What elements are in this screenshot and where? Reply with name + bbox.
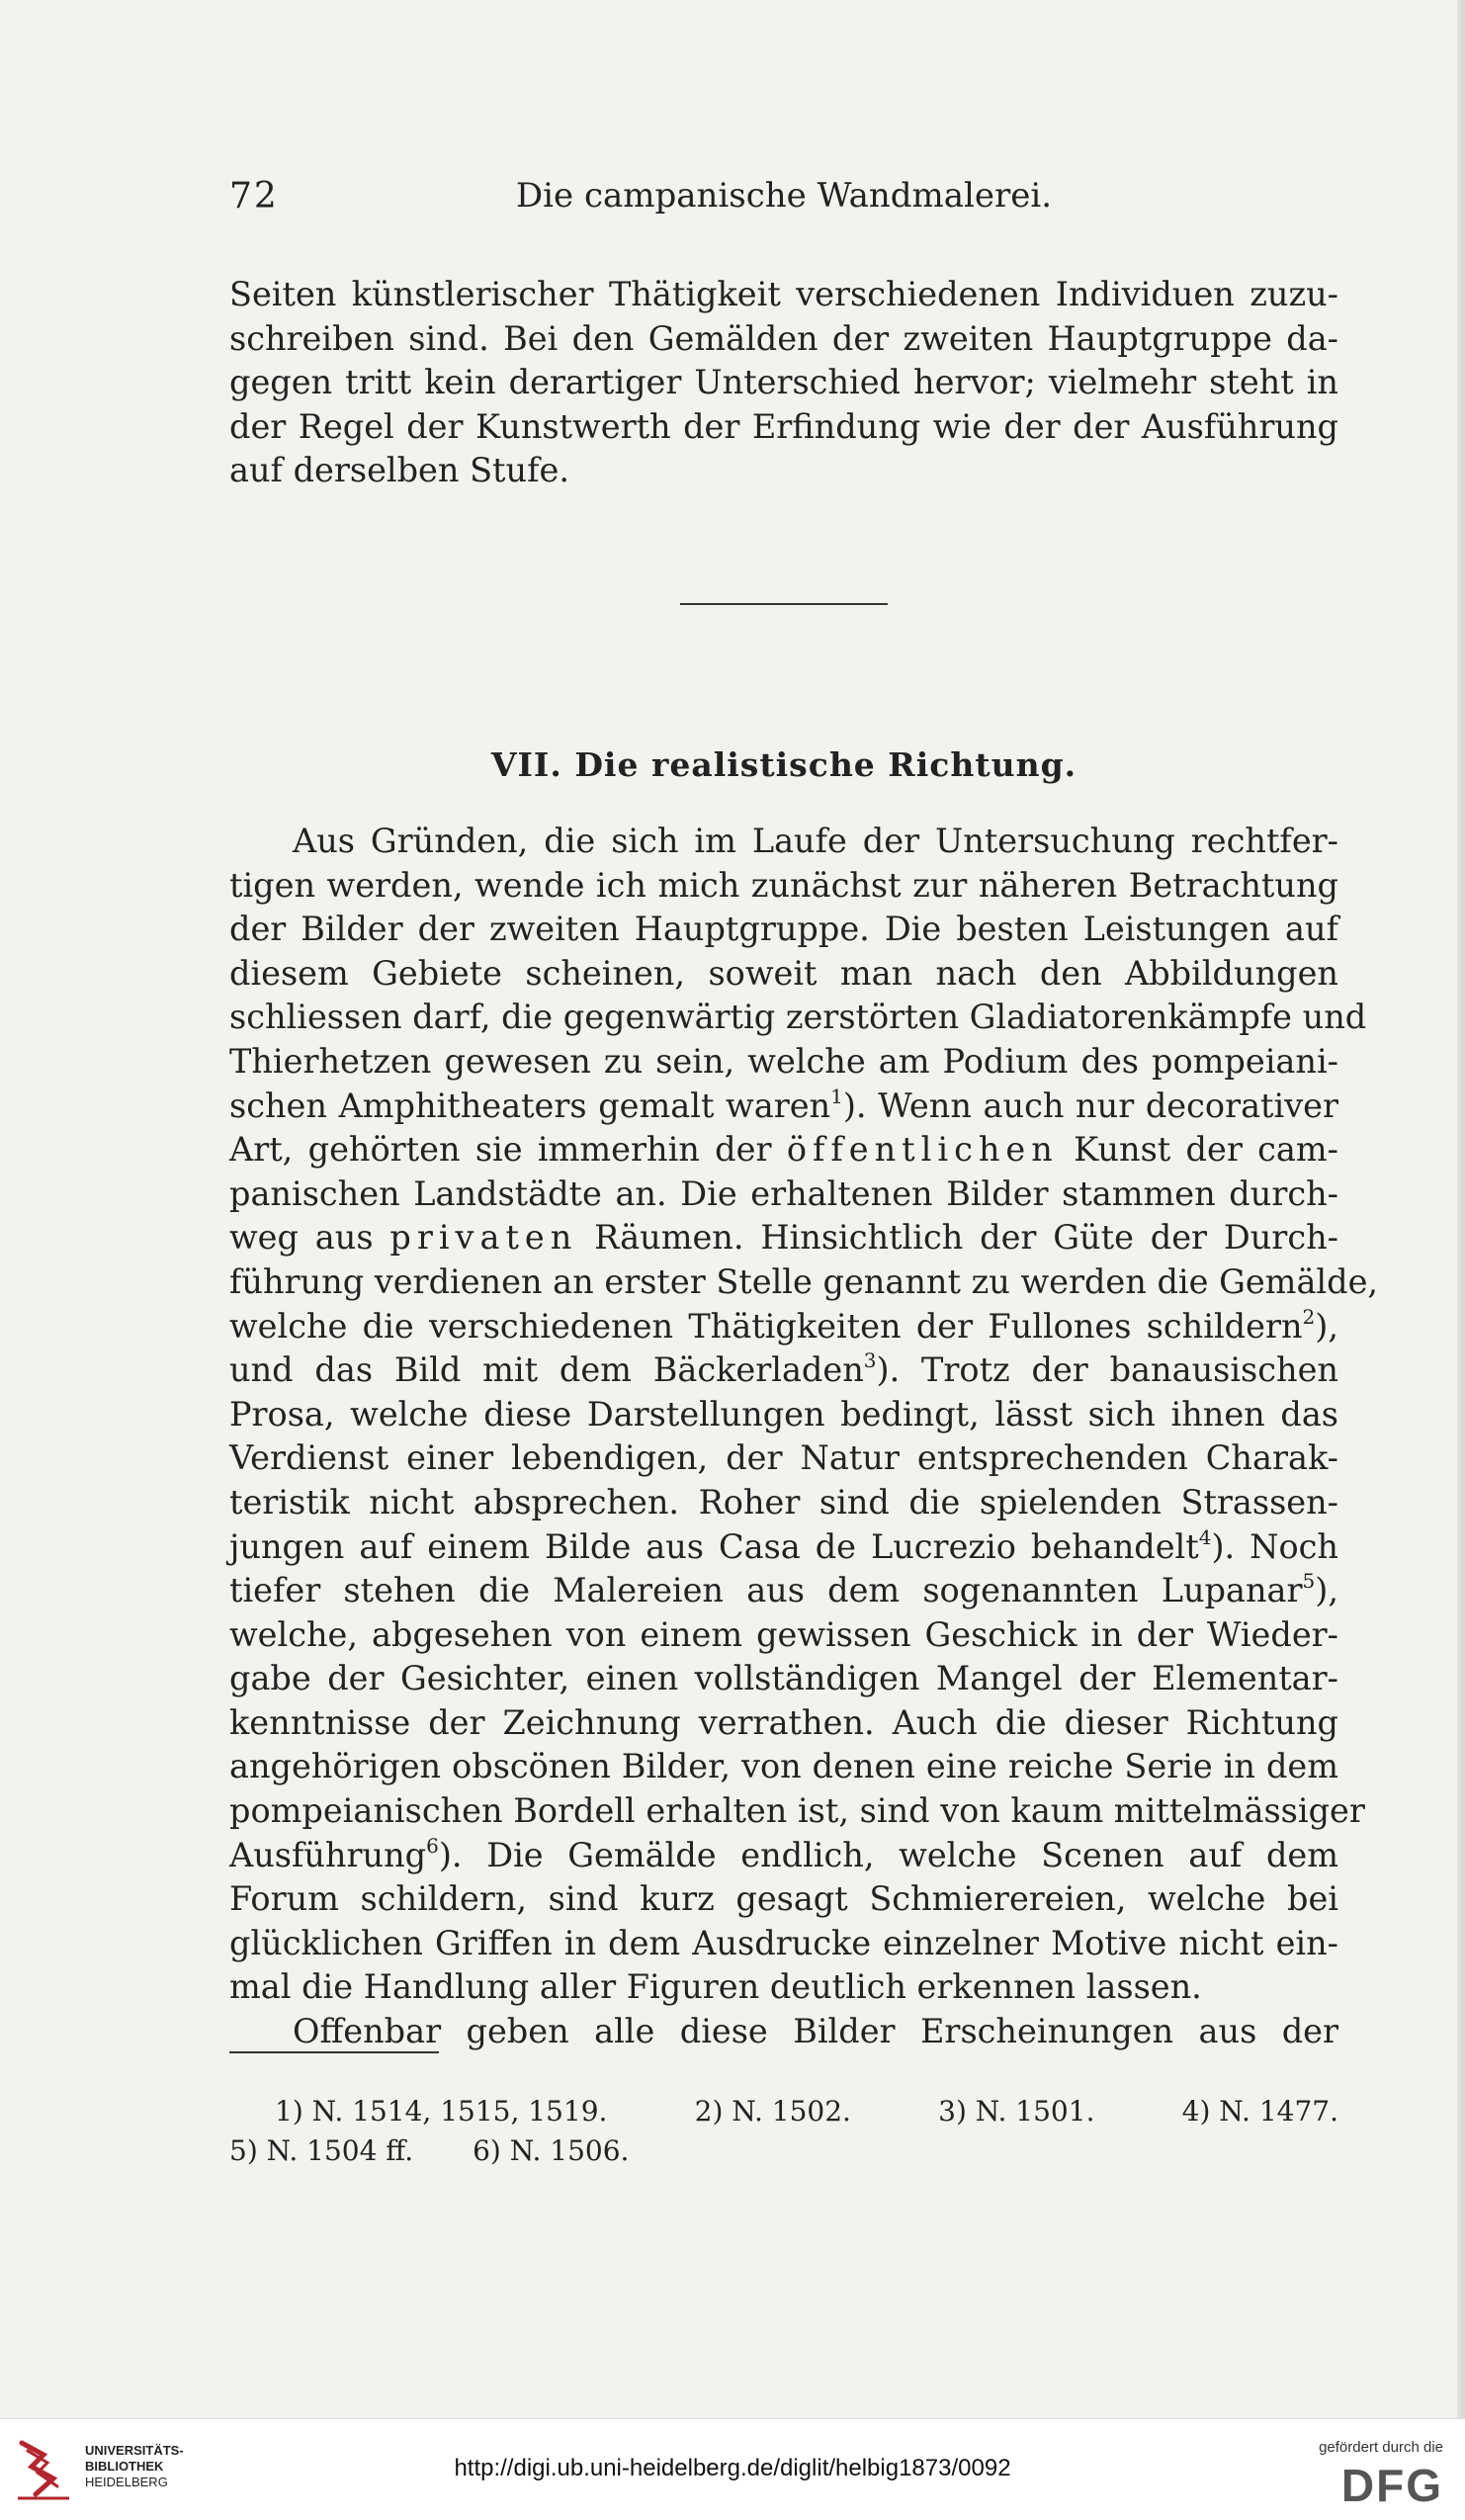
text-line: kenntnisse der Zeichnung verrathen. Auch die dieser Richtung [229, 1702, 1338, 1742]
text-span: weg aus [229, 1218, 374, 1258]
text-line [229, 1348, 1338, 1393]
text-line: Prosa, welche diese Darstellungen bedingt, lässt sich ihnen das [229, 1394, 1338, 1434]
text-span: jungen auf einem Bilde aus Casa de Lucrezio behandelt [229, 1526, 1199, 1566]
text-line: Aus Gründen, die sich im Laufe der Untersuchung rechtfer- [293, 822, 1338, 860]
paragraph-continuation [229, 273, 1338, 493]
text-span: schen Amphitheaters gemalt waren [229, 1086, 831, 1125]
section-divider [680, 603, 888, 605]
footnote-ref: 2 [1302, 1304, 1316, 1329]
footnote: 1) N. 1514, 1515, 1519. [275, 2095, 608, 2128]
emphasis-spaced: privaten [389, 1218, 578, 1258]
footnote-divider [229, 2051, 439, 2053]
text-line [229, 1305, 1338, 1349]
footnote-ref: 4 [1198, 1524, 1212, 1549]
text-line: angehörigen obscönen Bilder, von denen eine reiche Serie in dem [229, 1747, 1338, 1786]
text-span: ). Wenn auch nur decorativer [842, 1086, 1338, 1125]
text-span: ), [1315, 1306, 1338, 1346]
paragraph-main [229, 820, 1379, 2054]
text-span: Art, gehörten sie immerhin der [229, 1130, 772, 1170]
text-line: Thierhetzen gewesen zu sein, welche am Podium des pompeiani- [229, 1041, 1338, 1081]
library-name-line: HEIDELBERG [85, 2475, 168, 2489]
text-line: teristik nicht absprechen. Roher sind die spielenden Strassen- [229, 1482, 1338, 1521]
section-heading: VII. Die realistische Richtung. [490, 745, 1077, 784]
page-number: 72 [229, 176, 279, 217]
text-span: welche die verschiedenen Thätigkeiten der Fullones schildern [229, 1306, 1303, 1346]
page-edge [1457, 0, 1465, 2418]
text-span: Kunst der cam- [1074, 1130, 1338, 1170]
viewer-footer [0, 2418, 1465, 2520]
text-line: Offenbar geben alle diese Bilder Erscheinungen aus der [293, 2012, 1338, 2051]
permalink-url[interactable]: http://digi.ub.uni-heidelberg.de/diglit/helbig1873/0092 [454, 2455, 1011, 2481]
footnote-ref: 3 [863, 1348, 877, 1373]
text-line: tigen werden, wende ich mich zunächst zur näheren Betrachtung [229, 865, 1338, 905]
text-line [229, 1525, 1338, 1570]
text-span: ). Die Gemälde endlich, welche Scenen auf dem [438, 1835, 1338, 1874]
text-line: Verdienst einer lebendigen, der Natur entsprechenden Charak- [229, 1438, 1338, 1478]
dfg-logo: DFG [1340, 2460, 1443, 2511]
footnote-ref: 1 [830, 1084, 843, 1108]
footnotes [229, 2092, 1338, 2171]
text-span: ), [1315, 1571, 1338, 1610]
running-title: Die campanische Wandmalerei. [515, 176, 1053, 216]
text-line [229, 1085, 1338, 1129]
page-header [229, 176, 1338, 235]
library-name-line: BIBLIOTHEK [85, 2459, 164, 2474]
footnote-line [229, 2092, 1338, 2131]
footnote-ref: 6 [426, 1833, 439, 1858]
footnote: 6) N. 1506. [473, 2134, 630, 2167]
text-span: tiefer stehen die Malereien aus dem sogenannten Lupanar [229, 1571, 1303, 1610]
text-line: Forum schildern, sind kurz gesagt Schmierereien, welche bei [229, 1879, 1338, 1919]
text-line: glücklichen Griffen in dem Ausdrucke einzelner Motive nicht ein- [229, 1923, 1338, 1962]
text-line: auf derselben Stufe. [229, 451, 569, 490]
text-line: mal die Handlung aller Figuren deutlich erkennen lassen. [229, 1967, 1202, 2007]
text-line [229, 1216, 1338, 1260]
text-line: diesem Gebiete scheinen, soweit man nach den Abbildungen [229, 953, 1338, 993]
text-line: Seiten künstlerischer Thätigkeit verschiedenen Individuen zuzu- [229, 275, 1338, 313]
text-line: schreiben sind. Bei den Gemälden der zweiten Hauptgruppe da- [229, 318, 1338, 358]
text-line [229, 1128, 1338, 1173]
footnote: 2) N. 1502. [694, 2095, 851, 2128]
text-line: welche, abgesehen von einem gewissen Geschick in der Wieder- [229, 1614, 1338, 1654]
footnote: 5) N. 1504 ff. [229, 2134, 414, 2167]
footnote: 3) N. 1501. [938, 2095, 1095, 2128]
footnote-ref: 5 [1302, 1569, 1316, 1594]
emphasis-spaced: öffentlichen [786, 1130, 1059, 1170]
text-line: der Regel der Kunstwerth der Erfindung wie der der Ausführung [229, 406, 1338, 446]
text-span: und das Bild mit dem Bäckerladen [229, 1350, 864, 1390]
footnote-line [229, 2131, 1338, 2171]
text-line: der Bilder der zweiten Hauptgruppe. Die besten Leistungen auf [229, 910, 1338, 949]
text-line [229, 1834, 1338, 1878]
text-line: panischen Landstädte an. Die erhaltenen Bilder stammen durch- [229, 1173, 1338, 1213]
text-span: Ausführung [229, 1835, 427, 1874]
text-line: führung verdienen an erster Stelle genannt zu werden die Gemälde, [229, 1261, 1379, 1301]
text-line: pompeianischen Bordell erhalten ist, sind von kaum mittelmässiger [229, 1791, 1365, 1831]
text-line: gegen tritt kein derartiger Unterschied hervor; vielmehr steht in [229, 363, 1338, 402]
text-span: ). Trotz der banausischen [876, 1350, 1338, 1390]
text-line: schliessen darf, die gegenwärtig zerstörten Gladiatorenkämpfe und [229, 998, 1367, 1037]
text-span: Räumen. Hinsichtlich der Güte der Durch- [594, 1218, 1338, 1258]
library-name-line: UNIVERSITÄTS- [85, 2443, 184, 2458]
footnote: 4) N. 1477. [1181, 2095, 1338, 2128]
text-span: ). Noch [1211, 1526, 1338, 1566]
text-line [229, 1569, 1338, 1613]
funding-caption: gefördert durch die [1319, 2439, 1443, 2456]
text-line: gabe der Gesichter, einen vollständigen Mangel der Elementar- [229, 1659, 1338, 1698]
